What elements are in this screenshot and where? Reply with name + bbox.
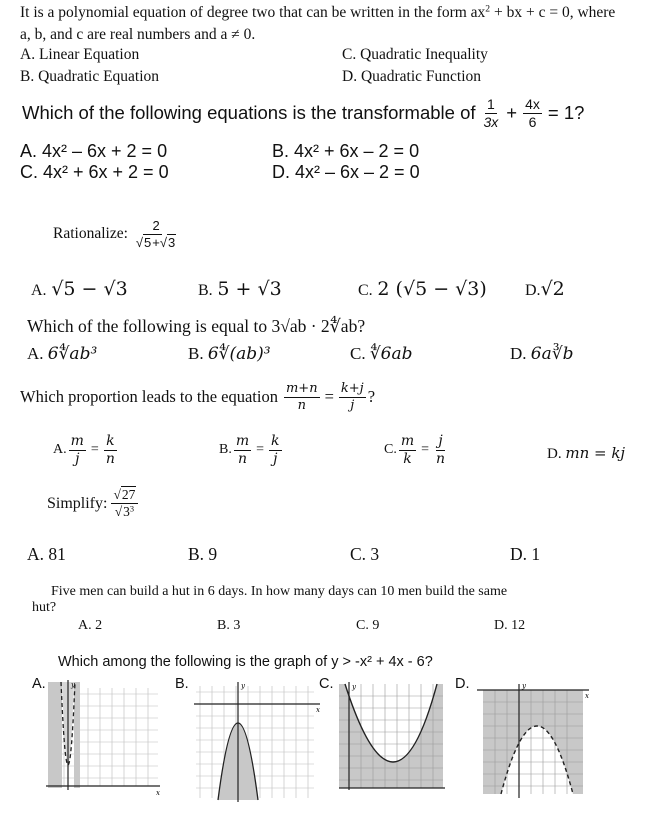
q4-option-b[interactable]: B. 6∜(ab)³ xyxy=(188,344,271,364)
q2-option-b[interactable]: B. 4x² + 6x – 2 = 0 xyxy=(272,141,420,161)
q8-label-d: D. xyxy=(455,676,470,692)
q6-option-b[interactable]: B. 9 xyxy=(188,544,218,564)
q5-stem: Which proportion leads to the equation $\frac{m+n}{n}$ = $\frac{k+j}{j}$ ? xyxy=(20,381,376,413)
q5-eq-right: $\frac{k+j}{j}$ xyxy=(340,381,364,413)
graph-c[interactable] xyxy=(335,680,449,792)
graph-a[interactable] xyxy=(42,678,164,798)
q1-option-a[interactable]: A. Linear Equation xyxy=(20,46,140,63)
q6-fraction: $\frac{√27}{√3^3}$ xyxy=(111,488,138,519)
q6-option-c[interactable]: C. 3 xyxy=(350,544,380,564)
q8-label-c: C. xyxy=(319,676,334,692)
q5-option-b[interactable]: B. $\frac{m}{n}$ = $\frac{k}{j}$ xyxy=(219,433,280,467)
graph-c-y-label: y xyxy=(352,683,356,691)
q7-option-a[interactable]: A. 2 xyxy=(78,618,103,633)
q8-label-b: B. xyxy=(175,676,189,692)
q6-option-a[interactable]: A. 81 xyxy=(27,544,66,564)
graph-d-x-label: x xyxy=(585,692,589,700)
q7-stem-line2: hut? xyxy=(32,600,57,615)
q6-option-d[interactable]: D. 1 xyxy=(510,544,541,564)
q3-fraction: $\frac{2}{√5+√3}$ xyxy=(135,218,176,250)
graph-d-y-label: y xyxy=(522,682,526,690)
q4-option-c[interactable]: C. ∜6ab xyxy=(350,344,413,364)
q2-option-d[interactable]: D. 4x² – 6x – 2 = 0 xyxy=(272,162,420,182)
graph-b[interactable] xyxy=(188,680,326,804)
q8-stem: Which among the following is the graph of y > -x² + 4x - 6? xyxy=(58,654,433,670)
q3-option-a[interactable]: A. √5 − √3 xyxy=(31,278,128,300)
q1-option-b[interactable]: B. Quadratic Equation xyxy=(20,68,160,85)
q2-option-a[interactable]: A. 4x² – 6x + 2 = 0 xyxy=(20,141,168,161)
q2-fraction-2: $\frac{4x}{6}$ xyxy=(525,96,540,130)
q8-label-a: A. xyxy=(32,676,46,692)
q4-option-a[interactable]: A. 6∜ab³ xyxy=(27,344,98,364)
graph-b-y-label: y xyxy=(241,682,245,690)
q3-option-d[interactable]: D.√2 xyxy=(525,278,565,300)
graph-a-y-label: y xyxy=(71,681,75,689)
graph-a-shade-left xyxy=(48,682,62,788)
q1-option-d[interactable]: D. Quadratic Function xyxy=(342,68,482,85)
q6-prompt: Simplify: $\frac{√27}{√3^3}$ xyxy=(47,488,140,519)
q2-fraction-1: $\frac{1}{3x}$ xyxy=(483,96,499,130)
q1-stem-line2: a, b, and c are real numbers and a ≠ 0. xyxy=(20,26,256,43)
q5-option-a[interactable]: A. $\frac{m}{j}$ = $\frac{k}{n}$ xyxy=(53,433,115,467)
q7-option-c[interactable]: C. 9 xyxy=(356,618,380,633)
q3-option-b[interactable]: B. 5 + √3 xyxy=(198,278,282,300)
q4-stem: Which of the following is equal to 3√ab · 2∜ab? xyxy=(27,316,366,336)
q2-option-c[interactable]: C. 4x² + 6x + 2 = 0 xyxy=(20,162,169,182)
q5-option-c[interactable]: C. $\frac{m}{k}$ = $\frac{j}{n}$ xyxy=(384,433,446,467)
graph-d[interactable] xyxy=(475,682,593,802)
graph-b-x-label: x xyxy=(316,706,320,714)
graph-a-x-label: x xyxy=(156,789,160,797)
q7-option-d[interactable]: D. 12 xyxy=(494,618,526,633)
graph-a-shade-right xyxy=(74,682,80,788)
q1-stem: It is a polynomial equation of degree two that can be written in the form $ax^2$ + bx + c = 0, where xyxy=(20,3,616,21)
q7-stem: Five men can build a hut in 6 days. In how many days can 10 men build the same xyxy=(51,584,508,599)
q4-option-d[interactable]: D. 6a∛b xyxy=(510,344,574,364)
q2-stem: Which of the following equations is the transformable of $\frac{1}{3x}$ + $\frac{4x}{6}$ = 1? xyxy=(22,96,585,130)
q7-option-b[interactable]: B. 3 xyxy=(217,618,241,633)
q3-prompt: Rationalize: $\frac{2}{√5+√3}$ xyxy=(53,219,180,249)
q5-eq-left: $\frac{m+n}{n}$ xyxy=(285,381,318,413)
q1-option-c[interactable]: C. Quadratic Inequality xyxy=(342,46,488,63)
q3-option-c[interactable]: C. 2 (√5 − √3) xyxy=(358,278,487,300)
q5-option-d[interactable]: D. mn = kj xyxy=(547,444,626,462)
